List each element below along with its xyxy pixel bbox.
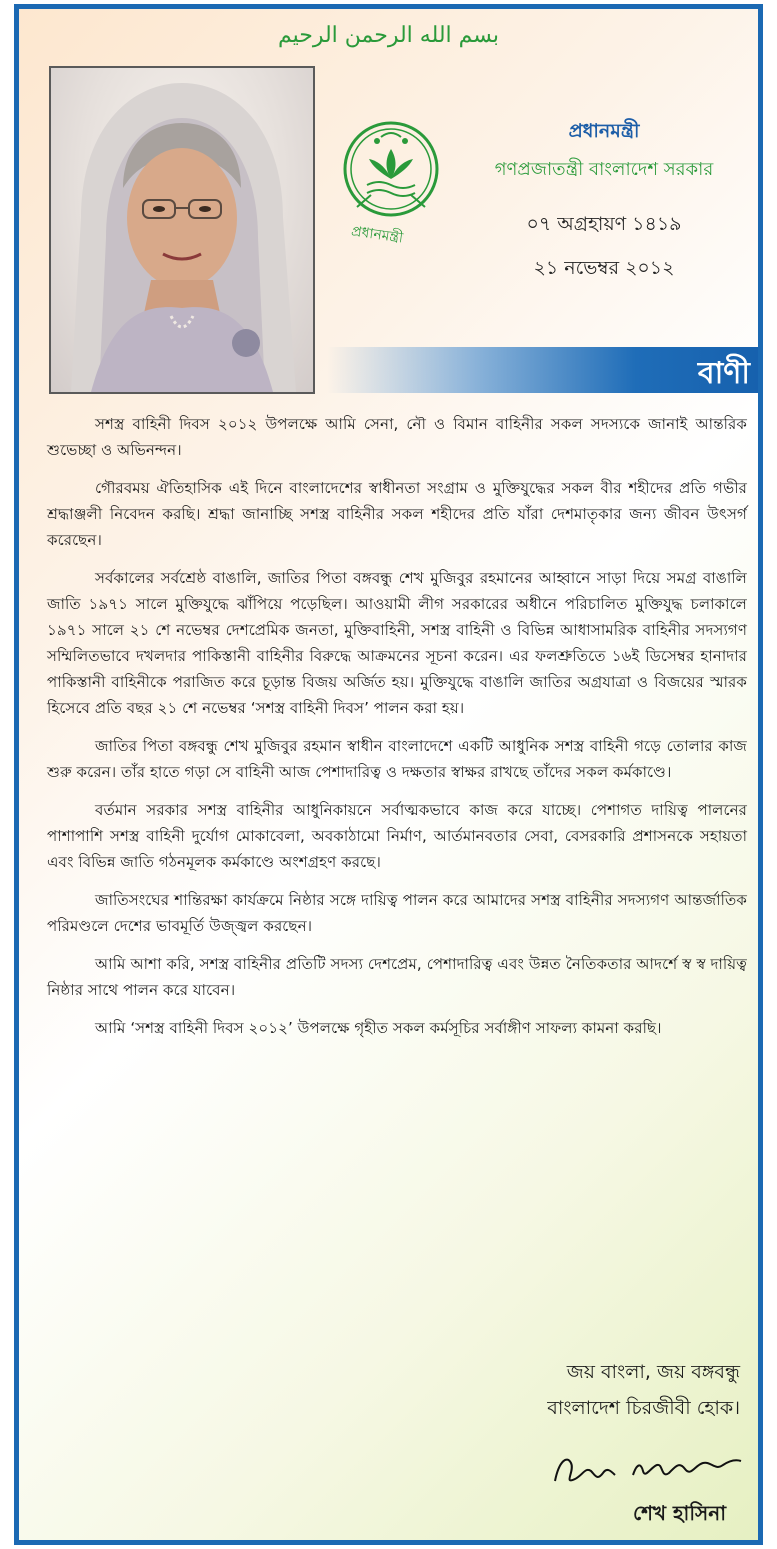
portrait-photo	[49, 66, 315, 394]
message-banner-label: বাণী	[697, 356, 750, 391]
message-banner	[327, 347, 763, 393]
office-title: প্রধানমন্ত্রী	[568, 120, 640, 142]
paragraph: বর্তমান সরকার সশস্ত্র বাহিনীর আধুনিকায়নে সর্বাত্মকভাবে কাজ করে যাচ্ছে। পেশাগত দায়িত্ব পালনের পাশাপাশি সশস্ত্র বাহিনী দুর্যোগ মোকাবেলা, অবকাঠামো নির্মাণ, আর্তমানবতার সেবা, বেসরকারি প্রশাসনকে সহায়তা এবং বিভিন্ন জাতি গঠনমূলক কর্মকাণ্ডে অংশগ্রহণ করছে।	[47, 801, 747, 871]
closing-line-2: বাংলাদেশ চিরজীবী হোক।	[547, 1397, 740, 1419]
emblem-caption: প্রধানমন্ত্রী	[350, 223, 405, 247]
paragraph: জাতির পিতা বঙ্গবন্ধু শেখ মুজিবুর রহমান স্বাধীন বাংলাদেশে একটি আধুনিক সশস্ত্র বাহিনী গড়ে তোলার কাজ শুরু করেন। তাঁর হাতে গড়া সে বাহিনী আজ পেশাদারিত্ব ও দক্ষতার স্বাক্ষর রাখছে তাঁদের সকল কর্মকাণ্ডে।	[47, 737, 747, 781]
portrait-illustration	[51, 68, 313, 392]
paragraph: সর্বকালের সর্বশ্রেষ্ঠ বাঙালি, জাতির পিতা বঙ্গবন্ধু শেখ মুজিবুর রহমানের আহ্বানে সাড়া দিয়ে সমগ্র বাঙালি জাতি ১৯৭১ সালে মুক্তিযুদ্ধে ঝাঁপিয়ে পড়েছিল। আওয়ামী লীগ সরকারের অধীনে পরিচালিত মুক্তিযুদ্ধ চলাকালে ১৯৭১ সালে ২১ শে নভেম্বর দেশপ্রেমিক জনতা, মুক্তিবাহিনী, সশস্ত্র বাহিনী ও বিভিন্ন আধাসামরিক বাহিনীর সদস্যগণ সম্মিলিতভাবে দখলদার পাকিস্তানী বাহিনীর বিরুদ্ধে আক্রমনের সূচনা করেন। এর ফলশ্রুতিতে ১৬ই ডিসেম্বর হানাদার পাকিস্তানী বাহিনীকে পরাজিত করে চূড়ান্ত বিজয় অর্জিত হয়। মুক্তিযুদ্ধে বাঙালি জাতির অগ্রযাত্রা ও বিজয়ের স্মারক হিসেবে প্রতি বছর ২১ শে নভেম্বর ‘সশস্ত্র বাহিনী দিবস’ পালন করা হয়।	[47, 569, 747, 717]
message-frame	[14, 4, 763, 1545]
paragraph: আমি ‘সশস্ত্র বাহিনী দিবস ২০১২’ উপলক্ষে গৃহীত সকল কর্মসূচির সর্বাঙ্গীণ সাফল্য কামনা করছি।	[95, 1019, 662, 1037]
paragraph: গৌরবময় ঐতিহাসিক এই দিনে বাংলাদেশের স্বাধীনতা সংগ্রাম ও মুক্তিযুদ্ধের সকল বীর শহীদের প্রতি গভীর শ্রদ্ধাঞ্জলী নিবেদন করছি। শ্রদ্ধা জানাচ্ছি সশস্ত্র বাহিনীর সকল শহীদের প্রতি যাঁরা দেশমাতৃকার জন্য জীবন উৎসর্গ করেছেন।	[47, 479, 747, 549]
gregorian-date: ২১ নভেম্বর ২০১২	[533, 257, 675, 279]
handwritten-signature	[545, 1441, 745, 1501]
prime-minister-emblem	[337, 115, 445, 255]
closing-slogans	[547, 1354, 740, 1426]
paragraph: সশস্ত্র বাহিনী দিবস ২০১২ উপলক্ষে আমি সেনা, নৌ ও বিমান বাহিনীর সকল সদস্যকে জানাই আন্তরিক শুভেচ্ছা ও অভিনন্দন।	[47, 415, 747, 459]
government-title: গণপ্রজাতন্ত্রী বাংলাদেশ সরকার	[494, 159, 714, 180]
paragraph: জাতিসংঘের শান্তিরক্ষা কার্যক্রমে নিষ্ঠার সঙ্গে দায়িত্ব পালন করে আমাদের সশস্ত্র বাহিনীর সদস্যগণ আন্তর্জাতিক পরিমণ্ডলে দেশের ভাবমূর্তি উজ্জ্বল করছেন।	[47, 891, 747, 935]
signer-name: শেখ হাসিনা	[632, 1501, 726, 1525]
bismillah-calligraphy: بسم الله الرحمن الرحيم	[277, 23, 500, 48]
message-body	[47, 411, 747, 1053]
paragraph: আমি আশা করি, সশস্ত্র বাহিনীর প্রতিটি সদস্য দেশপ্রেম, পেশাদারিত্ব এবং উন্নত নৈতিকতার আদর্শে স্ব স্ব দায়িত্ব নিষ্ঠার সাথে পালন করে যাবেন।	[47, 955, 747, 999]
office-header	[449, 117, 759, 286]
closing-line-1: জয় বাংলা, জয় বঙ্গবন্ধু	[566, 1361, 740, 1383]
bengali-date: ০৭ অগ্রহায়ণ ১৪১৯	[526, 213, 682, 235]
